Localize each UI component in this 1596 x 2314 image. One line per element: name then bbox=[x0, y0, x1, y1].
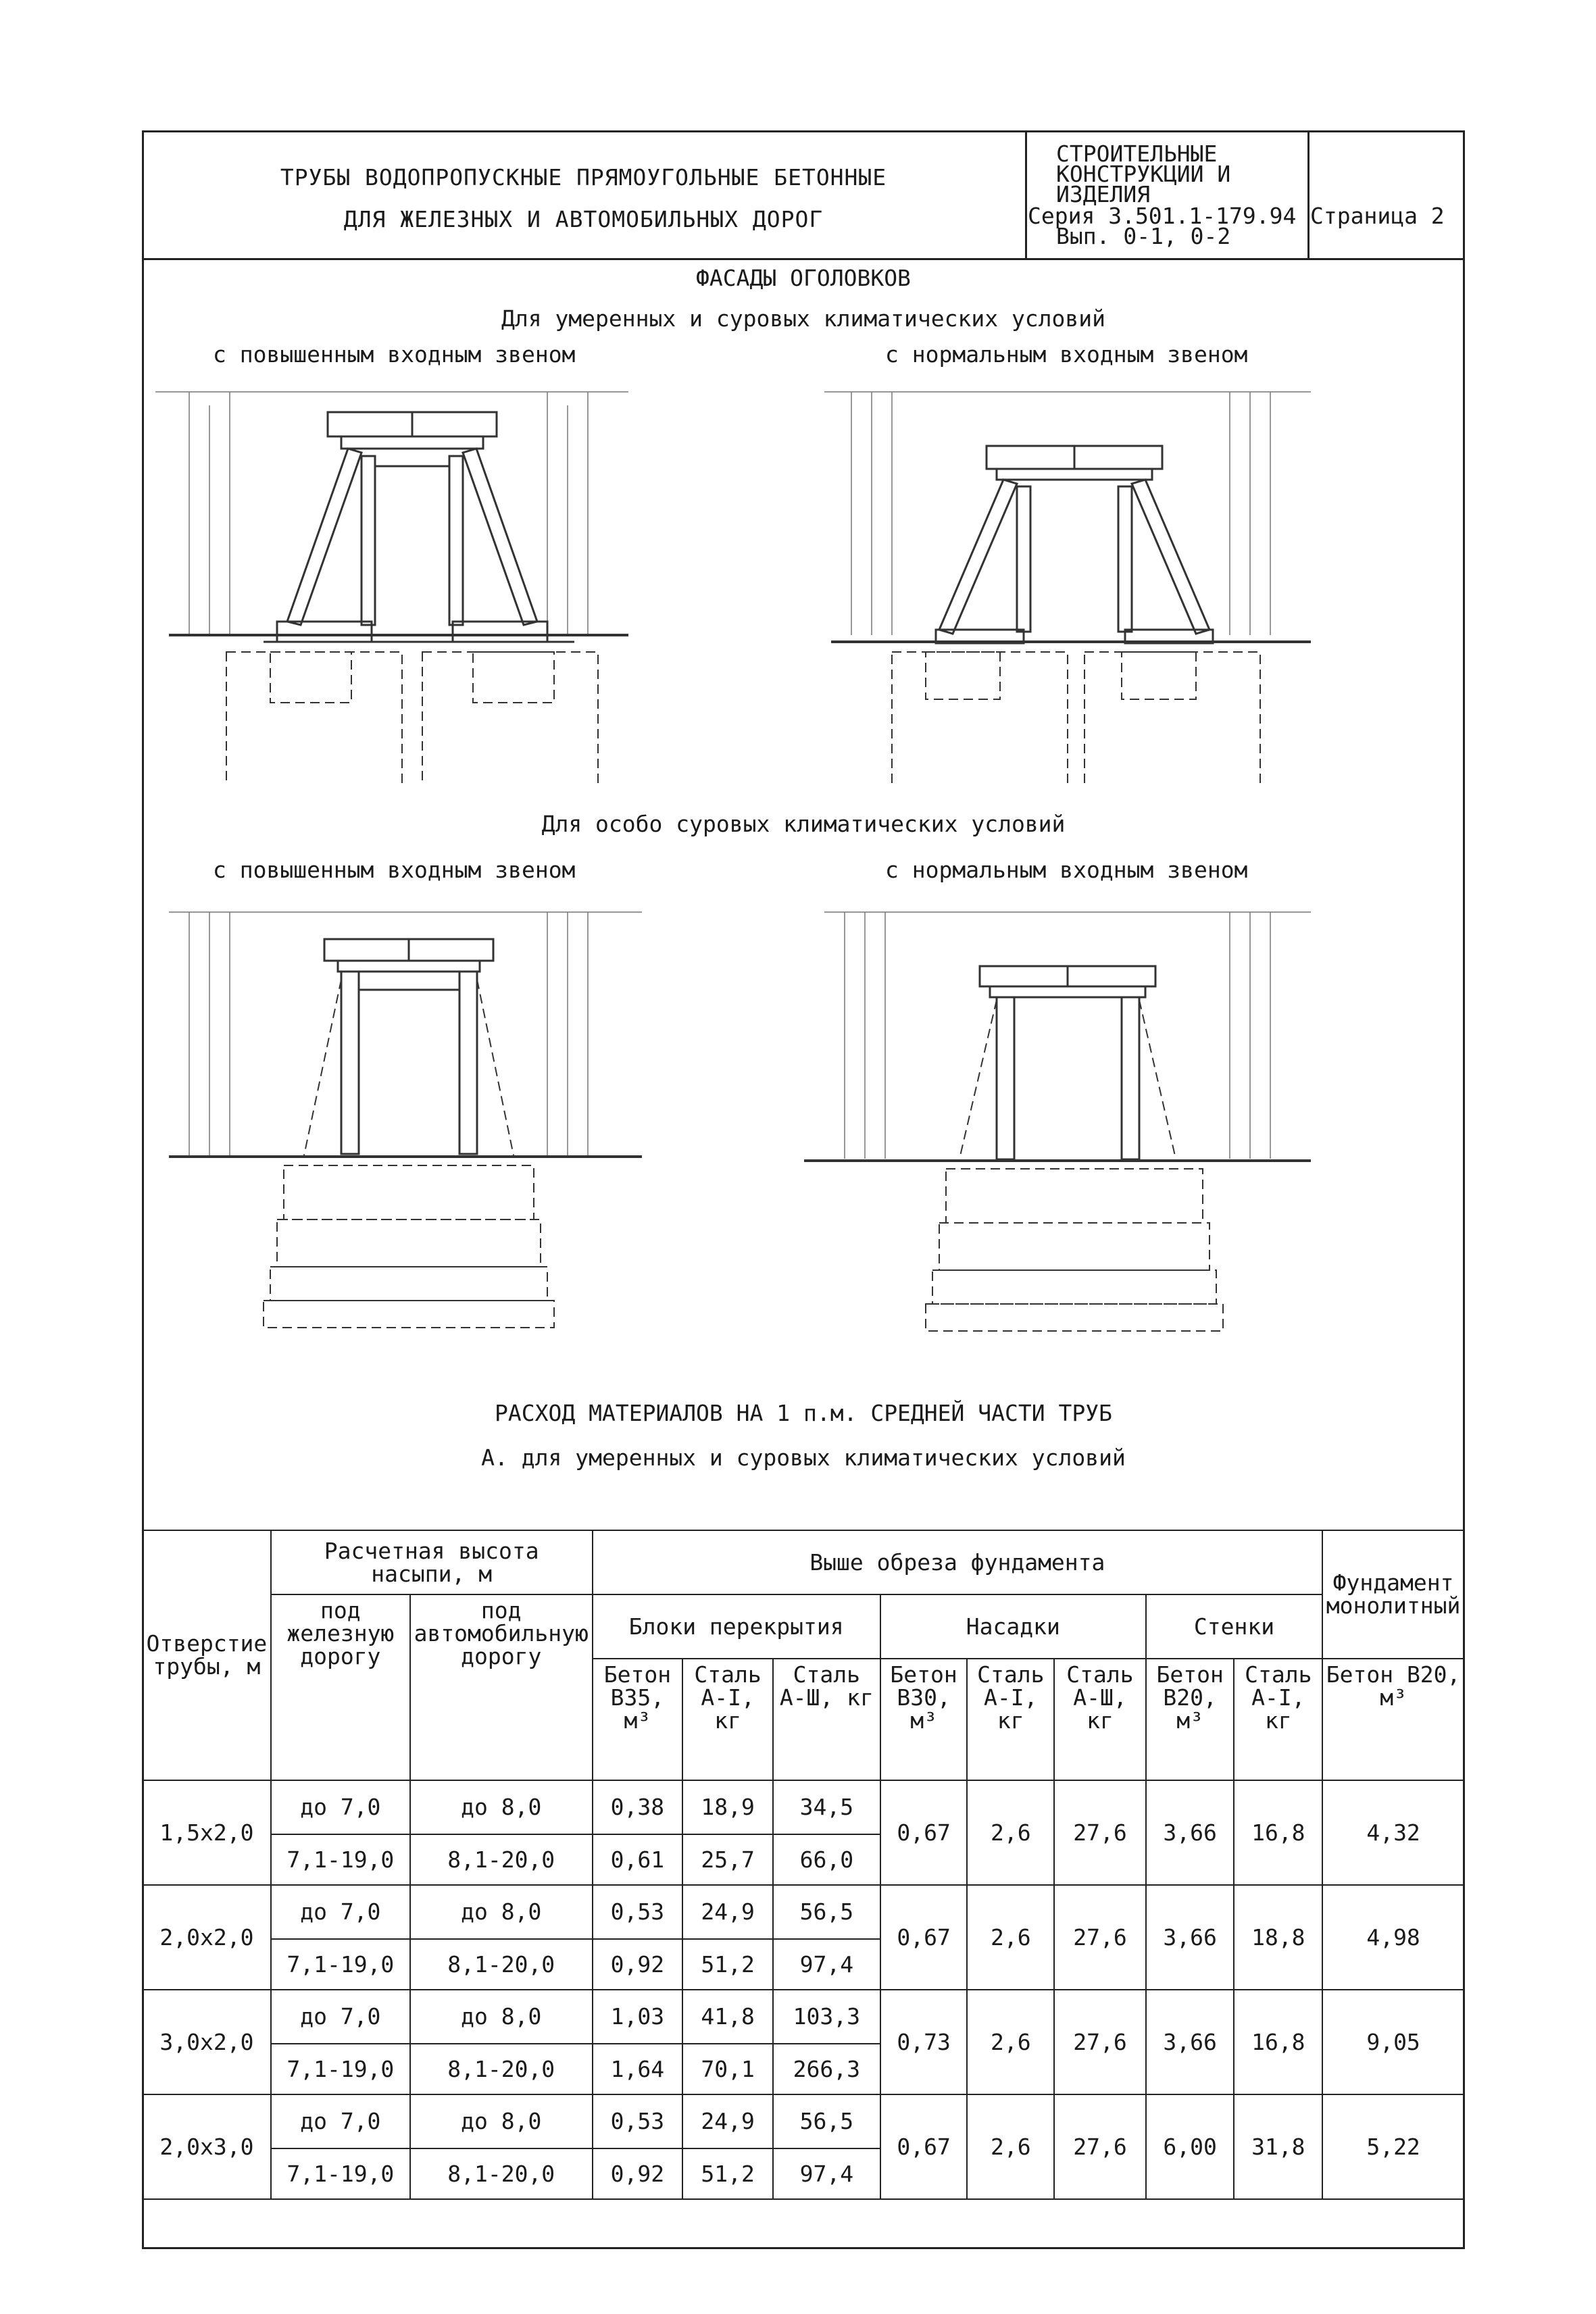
title-cell bbox=[142, 130, 1027, 258]
g2-raised-label: с повышенным входным звеном bbox=[213, 857, 576, 883]
cell-road: 8,1-20,0 bbox=[410, 1834, 593, 1885]
cell-b35: 1,03 bbox=[593, 1990, 683, 2044]
cell-found-b20: 9,05 bbox=[1322, 1990, 1464, 2094]
cell-caps-b30: 0,73 bbox=[880, 1990, 968, 2094]
cell-a1: 51,2 bbox=[682, 1939, 773, 1990]
page-cell bbox=[1307, 130, 1463, 258]
cell-rail: до 7,0 bbox=[271, 1885, 410, 1939]
cell-opening: 3,0x2,0 bbox=[143, 1990, 271, 2094]
title-block bbox=[142, 130, 1465, 260]
header-above: Выше обреза фундамента bbox=[593, 1530, 1323, 1594]
cell-a1: 18,9 bbox=[682, 1780, 773, 1834]
cell-rail: 7,1-19,0 bbox=[271, 1939, 410, 1990]
cell-a1: 51,2 bbox=[682, 2148, 773, 2199]
materials-title: РАСХОД МАТЕРИАЛОВ НА 1 п.м. СРЕДНЕЙ ЧАСТИ ТРУБ bbox=[495, 1400, 1112, 1426]
cell-rail: 7,1-19,0 bbox=[271, 2148, 410, 2199]
cell-a1: 70,1 bbox=[682, 2044, 773, 2094]
cell-walls-b20: 3,66 bbox=[1146, 1885, 1235, 1990]
cell-a3: 97,4 bbox=[773, 2148, 880, 2199]
cell-caps-a1: 2,6 bbox=[967, 1990, 1054, 2094]
header-foundation: Фундамент монолитный bbox=[1322, 1530, 1464, 1659]
cell-road: 8,1-20,0 bbox=[410, 1939, 593, 1990]
cell-a3: 97,4 bbox=[773, 1939, 880, 1990]
cell-a1: 24,9 bbox=[682, 1885, 773, 1939]
cell-road: 8,1-20,0 bbox=[410, 2148, 593, 2199]
cell-a1: 24,9 bbox=[682, 2094, 773, 2148]
header-blocks: Блоки перекрытия bbox=[593, 1594, 880, 1659]
title-line-2: ДЛЯ ЖЕЛЕЗНЫХ И АВТОМОБИЛЬНЫХ ДОРОГ bbox=[343, 206, 824, 232]
cell-a3: 103,3 bbox=[773, 1990, 880, 2044]
cell-road: до 8,0 bbox=[410, 1780, 593, 1834]
header-found-b20: Бетон В20, м³ bbox=[1322, 1659, 1464, 1780]
cell-a3: 266,3 bbox=[773, 2044, 880, 2094]
cell-caps-a1: 2,6 bbox=[967, 2094, 1054, 2199]
cell-road: до 8,0 bbox=[410, 1990, 593, 2044]
header-walls: Стенки bbox=[1146, 1594, 1322, 1659]
table-row bbox=[143, 1885, 1464, 1939]
materials-subtitle: А. для умеренных и суровых климатических условий bbox=[481, 1444, 1126, 1471]
facade-drawing-2 bbox=[824, 378, 1338, 784]
cell-opening: 2,0x2,0 bbox=[143, 1885, 271, 1990]
header-b30: Бетон В30, м³ bbox=[880, 1659, 968, 1780]
facade-drawing-1 bbox=[155, 378, 655, 784]
cell-b35: 0,38 bbox=[593, 1780, 683, 1834]
cell-b35: 0,92 bbox=[593, 2148, 683, 2199]
cell-a1: 41,8 bbox=[682, 1990, 773, 2044]
cell-caps-b30: 0,67 bbox=[880, 1780, 968, 1885]
facade-drawing-3 bbox=[169, 899, 655, 1344]
header-opening: Отверстие трубы, м bbox=[143, 1530, 271, 1780]
cell-rail: 7,1-19,0 bbox=[271, 1834, 410, 1885]
header-b35: Бетон В35, м³ bbox=[593, 1659, 683, 1780]
cell-walls-a1: 18,8 bbox=[1234, 1885, 1322, 1990]
cell-a3: 56,5 bbox=[773, 2094, 880, 2148]
cell-opening: 2,0x3,0 bbox=[143, 2094, 271, 2199]
cell-a3: 34,5 bbox=[773, 1780, 880, 1834]
header-walls-b20: Бетон В20, м³ bbox=[1146, 1659, 1235, 1780]
cell-walls-b20: 3,66 bbox=[1146, 1780, 1235, 1885]
cell-b35: 0,61 bbox=[593, 1834, 683, 1885]
cell-a1: 25,7 bbox=[682, 1834, 773, 1885]
category-line-2: КОНСТРУКЦИИ И bbox=[1056, 161, 1231, 187]
facades-title: ФАСАДЫ ОГОЛОВКОВ bbox=[696, 265, 911, 291]
cell-caps-a1: 2,6 bbox=[967, 1780, 1054, 1885]
header-caps: Насадки bbox=[880, 1594, 1146, 1659]
cell-b35: 1,64 bbox=[593, 2044, 683, 2094]
header-height: Расчетная высота насыпи, м bbox=[271, 1530, 593, 1594]
g1-normal-label: с нормальным входным звеном bbox=[885, 341, 1248, 368]
cell-walls-a1: 16,8 bbox=[1234, 1990, 1322, 2094]
header-caps-a3: Сталь А-Ш, кг bbox=[1054, 1659, 1146, 1780]
cell-rail: до 7,0 bbox=[271, 1990, 410, 2044]
header-road: под автомобильную дорогу bbox=[410, 1594, 593, 1780]
cell-caps-a3: 27,6 bbox=[1054, 2094, 1146, 2199]
materials-table bbox=[142, 1530, 1465, 2200]
cell-a3: 56,5 bbox=[773, 1885, 880, 1939]
cell-rail: до 7,0 bbox=[271, 2094, 410, 2148]
cell-caps-a3: 27,6 bbox=[1054, 1990, 1146, 2094]
cell-caps-b30: 0,67 bbox=[880, 1885, 968, 1990]
cell-b35: 0,53 bbox=[593, 2094, 683, 2148]
cell-walls-b20: 6,00 bbox=[1146, 2094, 1235, 2199]
cell-rail: до 7,0 bbox=[271, 1780, 410, 1834]
cell-found-b20: 5,22 bbox=[1322, 2094, 1464, 2199]
facade-drawing-4 bbox=[797, 899, 1324, 1344]
cell-caps-a1: 2,6 bbox=[967, 1885, 1054, 1990]
cell-a3: 66,0 bbox=[773, 1834, 880, 1885]
category-line-1: СТРОИТЕЛЬНЫЕ bbox=[1056, 141, 1218, 167]
issue-number: Вып. 0-1, 0-2 bbox=[1056, 223, 1231, 249]
group1-title: Для умеренных и суровых климатических условий bbox=[501, 305, 1106, 332]
cell-found-b20: 4,32 bbox=[1322, 1780, 1464, 1885]
group2-title: Для особо суровых климатических условий bbox=[541, 811, 1066, 837]
table-row bbox=[143, 1780, 1464, 1834]
table-row bbox=[143, 2094, 1464, 2148]
cell-opening: 1,5x2,0 bbox=[143, 1780, 271, 1885]
cell-road: до 8,0 bbox=[410, 2094, 593, 2148]
cell-road: до 8,0 bbox=[410, 1885, 593, 1939]
cell-road: 8,1-20,0 bbox=[410, 2044, 593, 2094]
g2-normal-label: с нормальным входным звеном bbox=[885, 857, 1248, 883]
series-cell bbox=[1025, 130, 1310, 258]
header-blocks-a1: Сталь А-I, кг bbox=[682, 1659, 773, 1780]
series-number: Серия 3.501.1-179.94 bbox=[1028, 203, 1297, 229]
header-blocks-a3: Сталь А-Ш, кг bbox=[773, 1659, 880, 1780]
cell-rail: 7,1-19,0 bbox=[271, 2044, 410, 2094]
cell-b35: 0,53 bbox=[593, 1885, 683, 1939]
header-walls-a1: Сталь А-I, кг bbox=[1234, 1659, 1322, 1780]
cell-caps-a3: 27,6 bbox=[1054, 1885, 1146, 1990]
g1-raised-label: с повышенным входным звеном bbox=[213, 341, 576, 368]
title-line-1: ТРУБЫ ВОДОПРОПУСКНЫЕ ПРЯМОУГОЛЬНЫЕ БЕТОННЫЕ bbox=[280, 164, 887, 191]
cell-b35: 0,92 bbox=[593, 1939, 683, 1990]
cell-found-b20: 4,98 bbox=[1322, 1885, 1464, 1990]
header-caps-a1: Сталь А-I, кг bbox=[967, 1659, 1054, 1780]
table-row bbox=[143, 1990, 1464, 2044]
cell-walls-a1: 16,8 bbox=[1234, 1780, 1322, 1885]
cell-walls-b20: 3,66 bbox=[1146, 1990, 1235, 2094]
cell-walls-a1: 31,8 bbox=[1234, 2094, 1322, 2199]
page-number: Страница 2 bbox=[1310, 203, 1445, 229]
header-rail: под железную дорогу bbox=[271, 1594, 410, 1780]
category-line-3: ИЗДЕЛИЯ bbox=[1056, 181, 1151, 207]
cell-caps-a3: 27,6 bbox=[1054, 1780, 1146, 1885]
cell-caps-b30: 0,67 bbox=[880, 2094, 968, 2199]
